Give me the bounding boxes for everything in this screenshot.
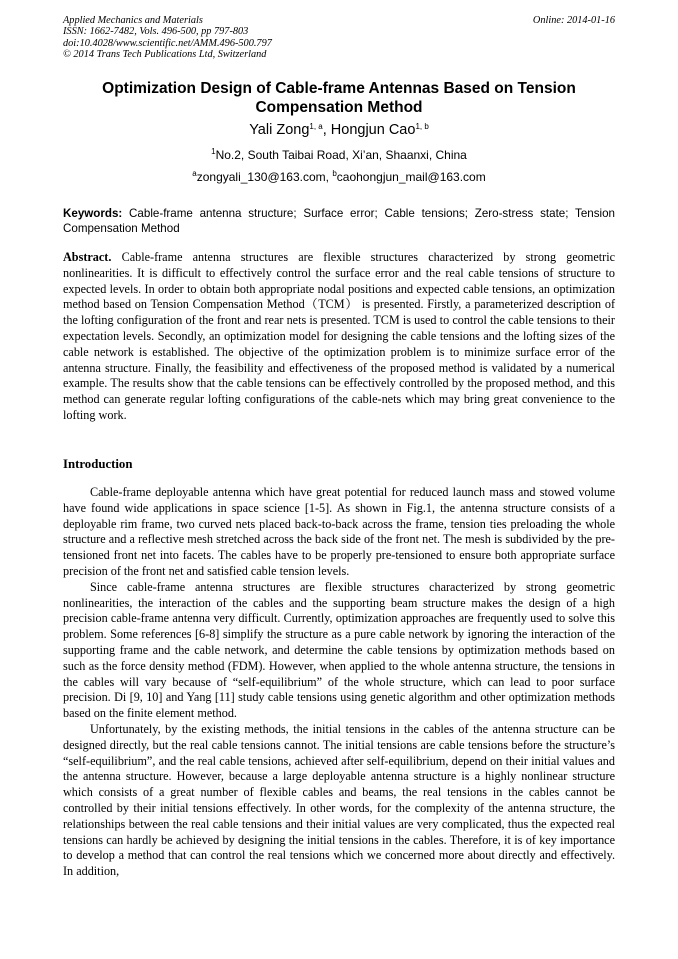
author-emails [63,170,615,185]
email-separator: , [325,170,333,184]
body-paragraph: Cable-frame deployable antenna which have great potential for reduced launch mass and stowed volume have found wide applications in space science [1-5]. As shown in Fig.1, the antenna structure consists of a deployable rim frame, two curved nets placed back-to-back across the frame, tension ties preloading the whole structure and a reflective mesh stretched across the back side of the front net. The mesh is subdivided by the pre-tensioned front net into facets. The cables have to be properly pre-tensioned to ensure both appropriate surface precision of the front net and satisfied cable tension levels. [63,485,615,578]
abstract-label: Abstract. [63,250,112,264]
email-address: zongyali_130@163.com [196,170,326,184]
abstract-block [63,250,615,424]
journal-name: Applied Mechanics and Materials [63,15,203,26]
affiliation-text: No.2, South Taibai Road, Xi’an, Shaanxi, China [215,148,467,162]
keywords-text: Cable-frame antenna structure; Surface error; Cable tensions; Zero-stress state; Tension Compensation Method [63,207,615,235]
doi-line: doi:10.4028/www.scientific.net/AMM.496-500.797 [63,37,272,49]
introduction-body [63,485,615,880]
section-heading-introduction: Introduction [63,457,133,471]
email-address: caohongjun_mail@163.com [336,170,486,184]
abstract-text: Cable-frame antenna structures are flexible structures characterized by strong geometric nonlinearities. It is difficult to effectively control the surface error and the real cable tensions of structure to expected levels. In order to obtain both appropriate nodal positions and expected cable tensions, an optimization method based on Tension Compensation Method（TCM） is presented. Firstly, a parameterized description of the lofting configuration of the front and rear nets is presented. TCM is used to control the cable tensions to their expectation levels. Secondly, an optimization model for designing the cable tensions and the lofting sizes of the cable network is established. The objective of the optimization problem is to minimize surface error of the antenna structure. Finally, the feasibility and effectiveness of the proposed method is validated by a numerical example. The results show that the cable tensions can be effectively controlled by the proposed method, and this method can generate regular lofting configurations of the cable-nets which may bring great convenience to the lofting work. [63,250,615,422]
author-name: Yali Zong [249,122,310,138]
keywords-label: Keywords: [63,207,123,220]
body-paragraph: Since cable-frame antenna structures are flexible structures characterized by strong geometric nonlinearities, the interaction of the cables and the supporting beam structure makes the design of a high precision cable-frame antenna very difficult. Currently, optimization approaches are frequently used to solve this problem. Some references [6-8] simplify the structure as a pure cable network by ignoring the interaction of the supporting frame and the cable network, and determine the cable tensions by optimization methods based on such as the force density method (FDM). However, when applied to the whole antenna structure, the tensions in the cables will vary because of “self-equilibrium” of the whole structure, which can lead to poor surface precision. Di [9, 10] and Yang [11] study cable tensions using genetic algorithm and other optimization methods based on the finite element method. [63,579,615,721]
affiliation-mark: 1 [211,147,216,156]
body-paragraph: Unfortunately, by the existing methods, the initial tensions in the cables of the antenna structure can be designed directly, but the real cable tensions cannot. The initial tensions are cable tensions before the structure’s “self-equilibrium”, and the real cable tensions, achieved after self-equilibrium, depend on their initial values and the antenna structure. However, because a large deployable antenna structure is a highly nonlinear structure which consists of a great number of flexible cables and beams, the real tensions in the cables cannot be controlled by their initial tensions effectively. In other words, for the complexity of the antenna structure, the relationships between the real cable tensions and their initial values are very complicated, thus the expected real tensions can hardly be achieved by designing the initial tensions in the cables. Therefore, it is of key importance to develop a method that can control the real tensions which we concerned more about directly and effectively. In addition, [63,721,615,879]
paper-title: Optimization Design of Cable-frame Antennas Based on Tension Compensation Method [102,80,576,116]
issn-line: ISSN: 1662-7482, Vols. 496-500, pp 797-803 [63,26,249,38]
online-date: Online: 2014-01-16 [532,15,615,26]
copyright-line: © 2014 Trans Tech Publications Ltd, Switzerland [63,49,267,61]
author-affiliation-mark: 1, a [309,122,323,131]
keywords-block [63,207,615,236]
publication-header [63,15,272,61]
author-affiliation-mark: 1, b [415,122,429,131]
author-list [63,121,615,139]
author-name: Hongjun Cao [330,122,416,138]
email-mark: a [192,169,197,178]
author-separator: , [322,122,331,138]
email-mark: b [332,169,337,178]
affiliation [63,148,615,163]
